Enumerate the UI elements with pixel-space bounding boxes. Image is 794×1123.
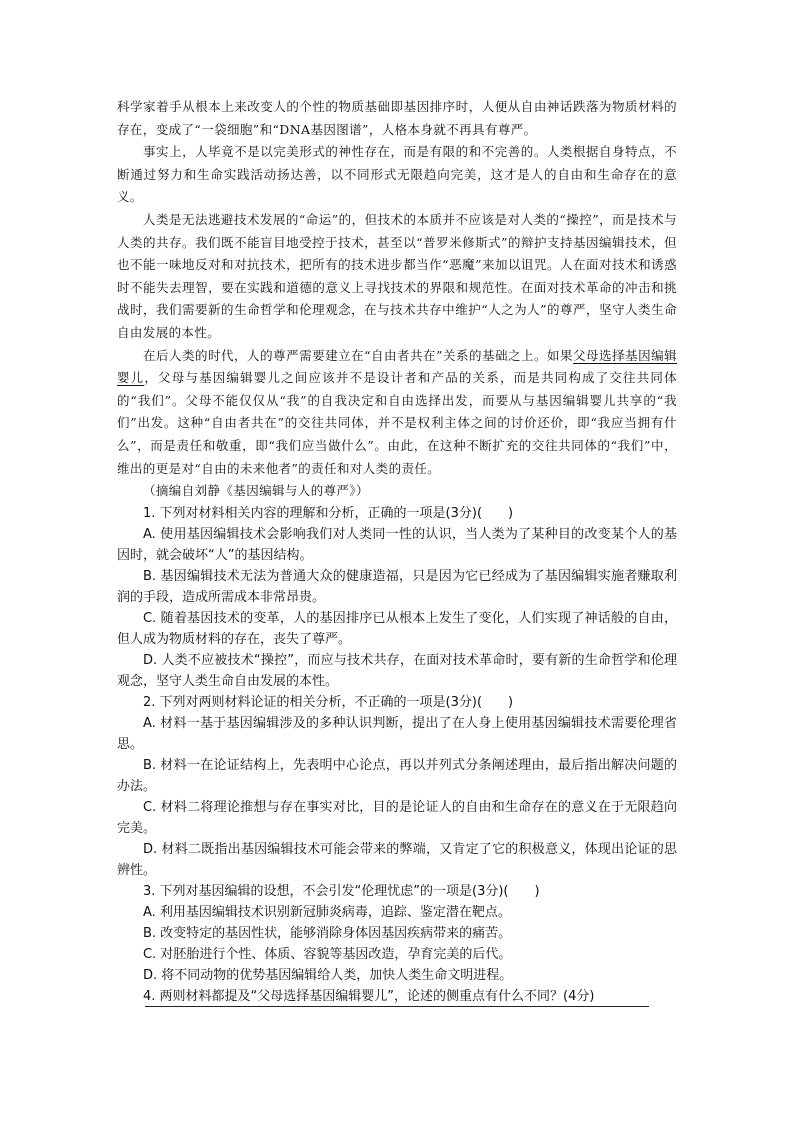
document-body: [117, 96, 677, 1007]
paragraph-4-rest: ，父母与基因编辑婴儿之间应该并不是设计者和产品的关系，而是共同构成了交往共同体的“我们”。父母不能仅仅从“我”的自我决定和自由选择出发，而要从与基因编辑婴儿共享的“我们”出发。这种“自由者共在”的交往共同体，并不是权利主体之间的讨价还价，即“我应当拥有什么”，而是责任和敬重，即“我们应当做什么”。由此，在这种不断扩充的交往共同体的“我们”中，维出的更是对“自由的未来他者”的责任和对人类的责任。: [117, 370, 677, 476]
question-1-option-d: D. 人类不应被技术“操控”，而应与技术共存，在面对技术革命时，要有新的生命哲学和伦理观念，坚守人类生命自由发展的本性。: [117, 652, 677, 689]
answer-line[interactable]: [145, 1006, 649, 1007]
source-citation: （摘编自刘静《基因编辑与人的尊严》）: [143, 483, 369, 499]
question-3-stem: 3. 下列对基因编辑的设想，不会引发“伦理忧虑”的一项是(3分)( ): [143, 883, 540, 899]
paragraph-4-lead: 在后人类的时代，人的尊严需要建立在“自由者共在”关系的基础之上。如果: [143, 347, 574, 363]
question-1-option-c: C. 随着基因技术的变革，人的基因排序已从根本上发生了变化，人们实现了神话般的自由，但人成为物质材料的存在，丧失了尊严。: [117, 610, 677, 647]
question-2-option-c: C. 材料二将理论推想与存在事实对比，目的是论证人的自由和生命存在的意义在于无限趋向完美。: [117, 799, 677, 836]
question-1-option-a: A. 使用基因编辑技术会影响我们对人类同一性的认识，当人类为了某种目的改变某个人的基因时，就会破坏“人”的基因结构。: [117, 526, 677, 563]
question-1-option-b: B. 基因编辑技术无法为普通大众的健康造福，只是因为它已经成为了基因编辑实施者赚取利润的手段，造成所需成本非常昂贵。: [117, 568, 677, 605]
question-1-stem: 1. 下列对材料相关内容的理解和分析，正确的一项是(3分)( ): [143, 505, 514, 521]
passage-paragraph-4: [117, 345, 677, 481]
passage-paragraph-3: 人类是无法逃避技术发展的“命运”的，但技术的本质并不应该是对人类的“操控”，而是技术与人类的共存。我们既不能盲目地受控于技术，甚至以“普罗米修斯式”的辩护支持基因编辑技术，但也不能一味地反对和对抗技术，把所有的技术进步都当作“恶魔”来加以诅咒。人在面对技术和诱惑时不能失去理智，要在实践和道德的意义上寻找技术的界限和规范性。在面对技术革命的冲击和挑战时，我们需要新的生命哲学和伦理观念，在与技术共存中维护“人之为人”的尊严，坚守人类生命自由发展的本性。: [117, 211, 677, 340]
question-2-option-b: B. 材料一在论证结构上，先表明中心论点，再以并列式分条阐述理由，最后指出解决问题的办法。: [117, 757, 677, 794]
passage-paragraph-2: 事实上，人毕竟不是以完美形式的神性存在，而是有限的和不完善的。人类根据自身特点，不断通过努力和生命实践活动扬达善，以不同形式无限趋向完美，这才是人的自由和生命存在的意义。: [117, 144, 677, 205]
question-2-option-d: D. 材料二既指出基因编辑技术可能会带来的弊端，又肯定了它的积极意义，体现出论证的思辨性。: [117, 841, 677, 878]
question-3-option-c: C. 对胚胎进行个性、体质、容貌等基因改造，孕育完美的后代。: [143, 946, 512, 962]
question-4-stem: 4. 两则材料都提及“父母选择基因编辑婴儿”，论述的侧重点有什么不同？(4分): [143, 988, 595, 1004]
question-2-stem: 2. 下列对两则材料论证的相关分析，不正确的一项是(3分)( ): [143, 694, 514, 710]
question-3-option-a: A. 利用基因编辑技术识别新冠肺炎病毒，追踪、鉴定潜在靶点。: [143, 904, 511, 920]
passage-paragraph-1: 科学家着手从根本上来改变人的个性的物质基础即基因排序时，人便从自由神话跌落为物质材料的存在，变成了“一袋细胞”和“DNA基因图谱”，人格本身就不再具有尊严。: [117, 99, 677, 137]
question-3-option-b: B. 改变特定的基因性状，能够消除身体因基因疾病带来的痛苦。: [143, 925, 512, 941]
underlined-phrase: 父母选择基因编辑婴儿: [117, 347, 677, 386]
question-3-option-d: D. 将不同动物的优势基因编辑给人类，加快人类生命文明进程。: [143, 967, 513, 983]
question-2-option-a: A. 材料一基于基因编辑涉及的多种认识判断，提出了在人身上使用基因编辑技术需要伦理省思。: [117, 715, 677, 752]
